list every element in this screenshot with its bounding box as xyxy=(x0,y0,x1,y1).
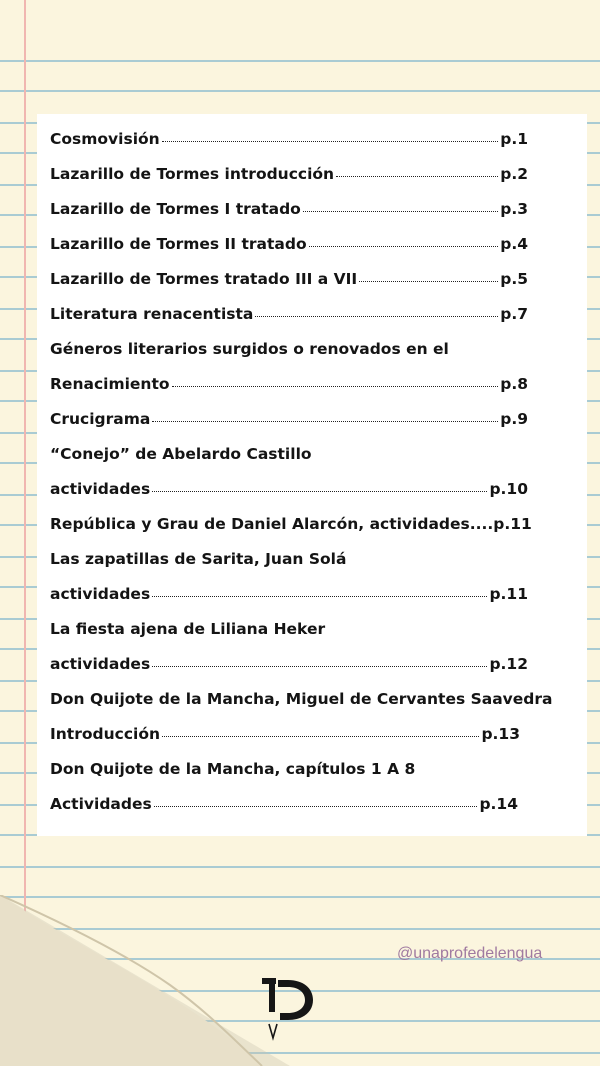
toc-entry-title: La fiesta ajena de Liliana Heker xyxy=(50,620,326,638)
toc-entry-page: p.8 xyxy=(500,375,528,393)
dot-leader xyxy=(162,141,499,142)
dot-leader xyxy=(309,246,499,247)
toc-entry-page: p.13 xyxy=(481,725,520,743)
toc-entry-title: Cosmovisión xyxy=(50,130,160,148)
social-handle: @unaprofedelengua xyxy=(397,945,543,962)
toc-entry xyxy=(50,641,528,673)
dot-leader xyxy=(255,316,498,317)
toc-entry xyxy=(50,431,570,463)
dot-leader xyxy=(359,281,498,282)
dot-leader xyxy=(152,666,487,667)
toc-entry xyxy=(50,571,528,603)
toc-entry-page: p.4 xyxy=(500,235,528,253)
toc-entry-title: actividades xyxy=(50,585,151,603)
dot-leader xyxy=(162,736,479,737)
toc-entry-page: p.2 xyxy=(500,165,528,183)
ruled-line xyxy=(0,866,600,868)
toc-entry xyxy=(50,501,570,533)
dot-leader xyxy=(336,176,498,177)
toc-entry xyxy=(50,396,528,428)
toc-entry-title: Lazarillo de Tormes introducción xyxy=(50,165,335,183)
toc-entry-title: Lazarillo de Tormes tratado III a VII xyxy=(50,270,358,288)
page-curl xyxy=(0,895,290,1066)
toc-entry xyxy=(50,606,570,638)
toc-card xyxy=(37,114,587,836)
toc-entry-page: p.3 xyxy=(500,200,528,218)
toc-entry-title: Literatura renacentista xyxy=(50,305,254,323)
toc-entry-title: actividades xyxy=(50,480,151,498)
dot-leader xyxy=(303,211,498,212)
curl-underside xyxy=(0,895,262,1066)
brand-logo-icon xyxy=(258,972,318,1042)
toc-entry-page: p.9 xyxy=(500,410,528,428)
toc-entry-title: Renacimiento xyxy=(50,375,170,393)
toc-entry-page: p.5 xyxy=(500,270,528,288)
dot-leader xyxy=(154,806,478,807)
toc-entry xyxy=(50,711,520,743)
toc-entry-title: Actividades xyxy=(50,795,152,813)
toc-entry-title: Lazarillo de Tormes I tratado xyxy=(50,200,301,218)
toc-entry-title: Géneros literarios surgidos o renovados en el xyxy=(50,340,449,358)
toc-entry-title: “Conejo” de Abelardo Castillo xyxy=(50,445,312,463)
toc-entry-title: Las zapatillas de Sarita, Juan Solá xyxy=(50,550,347,568)
toc-entry xyxy=(50,676,570,708)
toc-entry xyxy=(50,536,570,568)
toc-entry-page: p.10 xyxy=(489,480,528,498)
dot-leader xyxy=(172,386,499,387)
ruled-line xyxy=(0,90,600,92)
toc-entry-page: p.7 xyxy=(500,305,528,323)
toc-entry xyxy=(50,781,518,813)
toc-entry-title: Introducción xyxy=(50,725,161,743)
toc-entry-title: Crucigrama xyxy=(50,410,151,428)
toc-entry xyxy=(50,256,528,288)
dot-leader xyxy=(152,421,498,422)
toc-entry xyxy=(50,151,528,183)
toc-entry xyxy=(50,116,528,148)
toc-entry xyxy=(50,221,528,253)
toc-entry-title: actividades xyxy=(50,655,151,673)
toc-entry-title: República y Grau de Daniel Alarcón, actividades....p.11 xyxy=(50,515,532,533)
toc-entry-page: p.1 xyxy=(500,130,528,148)
toc-entry xyxy=(50,746,570,778)
dot-leader xyxy=(152,596,487,597)
toc-entry-title: Don Quijote de la Mancha, Miguel de Cervantes Saavedra xyxy=(50,690,553,708)
toc-entry xyxy=(50,291,528,323)
toc-entry xyxy=(50,326,570,358)
toc-entry-page: p.14 xyxy=(479,795,518,813)
dot-leader xyxy=(152,491,487,492)
toc-entry-page: p.12 xyxy=(489,655,528,673)
toc-entry-page: p.11 xyxy=(489,585,528,603)
toc-entry-title: Lazarillo de Tormes II tratado xyxy=(50,235,307,253)
toc-entry xyxy=(50,466,528,498)
ruled-line xyxy=(0,60,600,62)
toc-entry xyxy=(50,186,528,218)
toc-entry-title: Don Quijote de la Mancha, capítulos 1 A 8 xyxy=(50,760,416,778)
toc-entry xyxy=(50,361,528,393)
